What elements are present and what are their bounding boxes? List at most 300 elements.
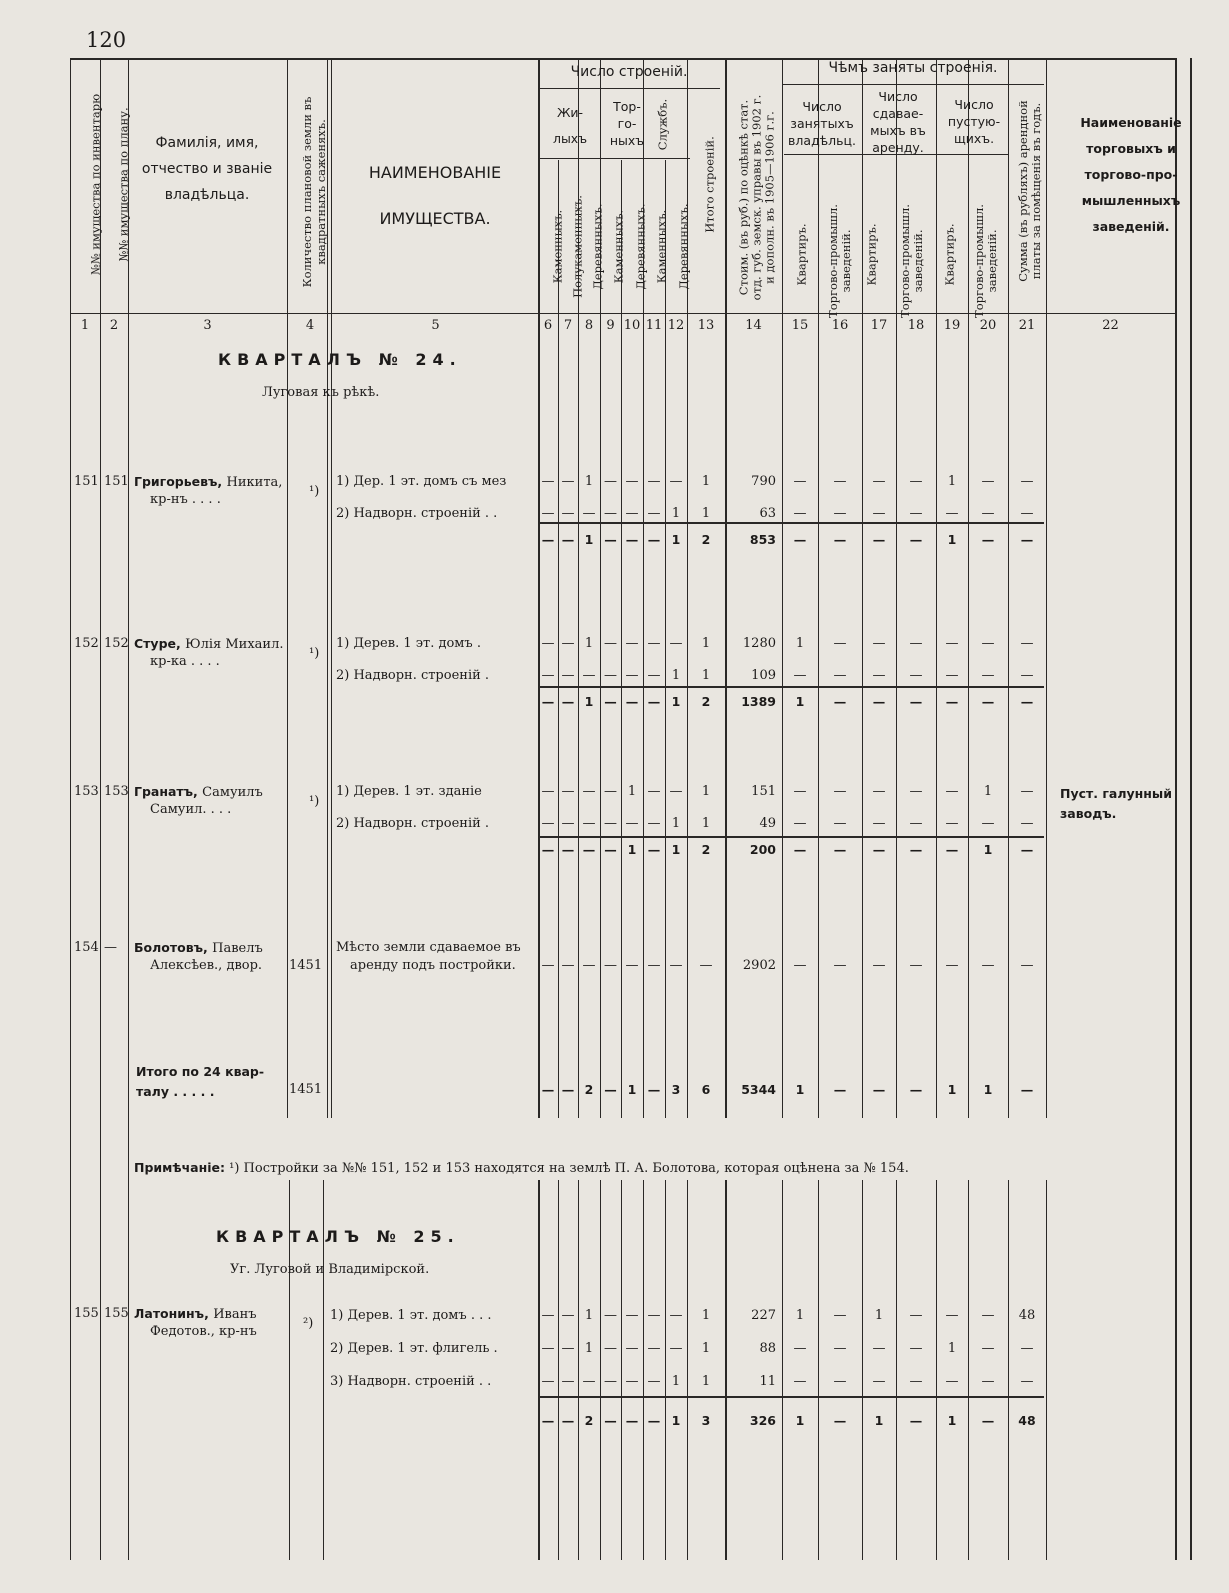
rule-line	[968, 58, 969, 1118]
total-cell: 1	[947, 1413, 957, 1428]
rule-line	[725, 1180, 727, 1560]
total-cell: 2	[701, 694, 711, 709]
total-cell: —	[872, 842, 886, 857]
total-cell: —	[561, 1082, 575, 1097]
property-item: 2) Дерев. 1 эт. флигель .	[330, 1341, 498, 1356]
property-item: 1) Дерев. 1 эт. домъ . . .	[330, 1308, 492, 1323]
total-cell: —	[833, 694, 847, 709]
owner-given-name: Самуилъ	[202, 785, 263, 800]
rule-line	[818, 1180, 819, 1560]
quarter-24-total-label: Итого по 24 квар- талу . . . . .	[136, 1064, 265, 1099]
table-cell: —	[981, 506, 995, 521]
table-cell: 1	[701, 816, 711, 831]
table-cell: 790	[751, 474, 776, 489]
table-cell: —	[647, 636, 661, 651]
header-inventory-number: №№ имущества по инвентарю	[88, 93, 103, 276]
table-cell: —	[582, 816, 596, 831]
rule-line	[643, 1180, 644, 1560]
table-cell: —	[872, 668, 886, 683]
table-cell: —	[981, 816, 995, 831]
header-service: Службъ.	[655, 98, 670, 151]
table-cell: —	[625, 1308, 639, 1323]
column-number: 11	[645, 318, 663, 333]
total-cell: 1	[947, 532, 957, 547]
table-cell: 109	[751, 668, 776, 683]
table-cell: —	[561, 474, 575, 489]
header-rented: Число сдавае- мыхъ въ аренду.	[870, 89, 926, 155]
table-cell: 151	[751, 784, 776, 799]
total-cell: —	[793, 842, 807, 857]
table-cell: —	[604, 1308, 617, 1323]
table-cell: —	[872, 1374, 886, 1389]
owner-name	[134, 784, 263, 800]
table-cell: —	[909, 1341, 923, 1356]
column-number: 8	[584, 318, 594, 333]
total-cell: 853	[749, 532, 776, 547]
table-cell: —	[625, 958, 639, 973]
owner-name	[134, 1306, 257, 1322]
owner-surname: Гранатъ,	[134, 784, 203, 799]
table-cell: —	[669, 636, 683, 651]
table-cell: —	[582, 1374, 596, 1389]
table-cell: —	[541, 1341, 555, 1356]
table-cell: —	[604, 506, 617, 521]
column-number: 21	[1018, 318, 1036, 333]
rule-line	[538, 1180, 540, 1560]
establishment	[1060, 784, 1172, 824]
table-cell: —	[833, 506, 847, 521]
table-cell: —	[669, 958, 683, 973]
table-cell: 11	[759, 1374, 776, 1389]
table-cell: —	[604, 636, 617, 651]
table-cell: —	[1020, 816, 1034, 831]
property-item: 2) Надворн. строеній . .	[336, 506, 498, 521]
table-cell: —	[872, 636, 886, 651]
table-cell: —	[582, 506, 596, 521]
table-cell: —	[909, 958, 923, 973]
rule-line	[782, 84, 1044, 85]
total-cell: 6	[701, 1082, 711, 1097]
header-establishments: Наименованіе торговыхъ и торгово-про- мышленныхъ заведеній.	[1080, 115, 1182, 234]
table-cell: —	[647, 1308, 661, 1323]
quarter-25-street: Уг. Луговой и Владимірской.	[230, 1262, 430, 1277]
header-c12: Деревянныхъ.	[676, 203, 691, 290]
table-cell: —	[669, 784, 683, 799]
table-cell: —	[981, 1341, 995, 1356]
column-number: 18	[907, 318, 925, 333]
plan-number: 155	[104, 1306, 129, 1321]
total-cell: 1	[983, 1082, 993, 1097]
total-cell: 1	[795, 1413, 805, 1428]
total-cell: —	[604, 532, 617, 547]
table-cell: —	[561, 1308, 575, 1323]
total-cell: 1	[627, 842, 637, 857]
quarter-24-street: Луговая къ рѣкѣ.	[262, 385, 380, 400]
total-cell: —	[647, 694, 661, 709]
table-cell: —	[909, 474, 923, 489]
total-cell: —	[909, 1082, 923, 1097]
quarter-24-total-area: 1451	[289, 1082, 323, 1097]
table-cell: 48	[1018, 1308, 1036, 1323]
rule-line	[862, 58, 863, 1118]
table-cell: —	[604, 816, 617, 831]
table-cell: —	[872, 784, 886, 799]
property-item: 1) Дерев. 1 эт. домъ .	[336, 636, 481, 651]
table-cell: —	[1020, 636, 1034, 651]
rule-line	[600, 1180, 601, 1560]
total-cell: —	[945, 694, 959, 709]
area-value: 1451	[289, 958, 323, 973]
table-cell: —	[647, 668, 661, 683]
table-cell: —	[561, 506, 575, 521]
column-number: 2	[109, 318, 119, 333]
total-cell: 2	[701, 842, 711, 857]
owner-surname: Болотовъ,	[134, 940, 213, 955]
table-cell: —	[669, 1341, 683, 1356]
page-number: 120	[86, 28, 127, 52]
inventory-number: 152	[74, 636, 99, 651]
table-cell: —	[909, 1374, 923, 1389]
inventory-number: 153	[74, 784, 99, 799]
table-cell: 1	[701, 784, 711, 799]
column-number: 3	[203, 318, 212, 333]
table-cell: 1280	[742, 636, 776, 651]
header-c18: Торгово-промышл. заведеній.	[898, 204, 925, 318]
total-cell: 48	[1018, 1413, 1036, 1428]
table-cell: —	[582, 958, 596, 973]
table-cell: —	[945, 668, 959, 683]
table-cell: —	[541, 1308, 555, 1323]
rule-line	[1008, 1180, 1009, 1560]
table-cell: —	[625, 816, 639, 831]
total-cell: —	[833, 532, 847, 547]
table-cell: —	[561, 636, 575, 651]
total-cell: —	[793, 532, 807, 547]
total-cell: —	[647, 842, 661, 857]
header-c17: Квартиръ.	[864, 223, 879, 286]
table-cell: —	[909, 1308, 923, 1323]
column-number: 10	[623, 318, 641, 333]
table-cell: 1	[701, 1341, 711, 1356]
quarter-25-title: КВАРТАЛЪ № 25.	[216, 1227, 460, 1246]
table-cell: 1	[584, 1308, 594, 1323]
table-cell: —	[561, 816, 575, 831]
table-cell: 227	[751, 1308, 776, 1323]
header-c8: Деревянныхъ.	[590, 203, 605, 290]
table-cell: 1	[701, 474, 711, 489]
quarter-24-title: КВАРТАЛЪ № 24.	[218, 350, 462, 369]
table-cell: 1	[671, 1374, 681, 1389]
table-cell: —	[604, 668, 617, 683]
table-cell: 1	[947, 474, 957, 489]
rule-line	[818, 58, 819, 1118]
rule-line	[331, 58, 332, 1118]
table-cell: 1	[701, 506, 711, 521]
column-number: 17	[870, 318, 888, 333]
table-cell: —	[582, 668, 596, 683]
table-cell: 1	[795, 636, 805, 651]
table-cell: —	[561, 1341, 575, 1356]
table-cell: —	[909, 506, 923, 521]
total-cell: 1	[671, 532, 681, 547]
total-cell: —	[604, 842, 617, 857]
table-cell: 1	[701, 668, 711, 683]
table-cell: —	[1020, 1374, 1034, 1389]
total-cell: —	[1020, 694, 1034, 709]
table-cell: —	[909, 784, 923, 799]
owner-surname: Григорьевъ,	[134, 474, 227, 489]
total-cell: 1	[671, 1413, 681, 1428]
table-cell: —	[647, 1374, 661, 1389]
plan-number: —	[104, 940, 117, 955]
table-cell: —	[604, 958, 617, 973]
property-item: аренду подъ постройки.	[350, 958, 516, 973]
table-cell: —	[561, 784, 575, 799]
rule-line	[538, 836, 1044, 838]
table-cell: —	[833, 474, 847, 489]
rule-line	[1008, 58, 1009, 1118]
total-cell: —	[625, 694, 639, 709]
rule-line	[538, 1396, 1044, 1398]
table-cell: —	[625, 1374, 639, 1389]
column-number: 9	[606, 318, 615, 333]
total-cell: —	[541, 694, 555, 709]
header-c19: Квартиръ.	[942, 223, 957, 286]
table-cell: —	[625, 668, 639, 683]
table-cell: —	[909, 636, 923, 651]
rule-line	[1175, 58, 1177, 1560]
table-cell: —	[981, 668, 995, 683]
header-property: НАИМЕНОВАНІЕ ИМУЩЕСТВА.	[368, 163, 502, 228]
header-c11: Каменныхъ.	[654, 209, 669, 284]
total-cell: 1	[671, 842, 681, 857]
table-cell: —	[981, 1308, 995, 1323]
table-cell: 1	[671, 506, 681, 521]
table-cell: —	[625, 1341, 639, 1356]
total-cell: —	[833, 842, 847, 857]
owner-given-name: Юлія Михаил.	[185, 637, 284, 652]
owner-name	[134, 474, 282, 490]
total-cell: —	[981, 1413, 995, 1428]
total-cell: 3	[671, 1082, 681, 1097]
table-cell: 1	[795, 1308, 805, 1323]
table-cell: —	[625, 506, 639, 521]
table-cell: —	[981, 958, 995, 973]
table-cell: —	[647, 506, 661, 521]
table-cell: 1	[584, 1341, 594, 1356]
table-cell: 2902	[742, 958, 776, 973]
table-cell: —	[625, 474, 639, 489]
table-cell: 49	[759, 816, 776, 831]
table-cell: —	[604, 784, 617, 799]
total-cell: —	[561, 532, 575, 547]
table-cell: —	[981, 1374, 995, 1389]
footnote: Примѣчаніе: ¹) Постройки за №№ 151, 152 и 153 находятся на землѣ П. А. Болотова, которая оцѣнена за № 154.	[134, 1160, 909, 1176]
header-c10: Деревянныхъ.	[633, 203, 648, 290]
total-cell: —	[1020, 532, 1034, 547]
area-footnote: ²)	[303, 1316, 314, 1331]
total-cell: —	[872, 532, 886, 547]
table-cell: —	[872, 474, 886, 489]
rule-line	[687, 1180, 688, 1560]
column-number: 13	[697, 318, 715, 333]
table-cell: —	[541, 506, 555, 521]
total-cell: 326	[749, 1413, 776, 1428]
total-cell: —	[1020, 842, 1034, 857]
table-cell: —	[1020, 958, 1034, 973]
table-cell: —	[945, 784, 959, 799]
total-cell: 1	[671, 694, 681, 709]
property-item: 3) Надворн. строеній . .	[330, 1374, 492, 1389]
table-cell: —	[647, 784, 661, 799]
table-cell: —	[604, 474, 617, 489]
header-c9: Каменныхъ.	[611, 209, 626, 284]
header-trade: Тор- го- ныхъ	[609, 99, 645, 148]
total-cell: —	[625, 1413, 639, 1428]
table-cell: 1	[671, 668, 681, 683]
total-cell: —	[541, 532, 555, 547]
rule-line	[287, 58, 288, 1118]
total-cell: 1	[584, 532, 594, 547]
table-cell: —	[945, 506, 959, 521]
table-cell: —	[561, 668, 575, 683]
rule-line	[621, 1180, 622, 1560]
column-number: 22	[1102, 318, 1119, 333]
owner-title: Федотов., кр-нъ	[150, 1324, 257, 1339]
property-item: 2) Надворн. строеній .	[336, 668, 490, 683]
rule-line	[538, 522, 1044, 524]
total-cell: —	[625, 532, 639, 547]
total-cell: 2	[701, 532, 711, 547]
column-number: 20	[979, 318, 997, 333]
total-cell: 5344	[741, 1082, 776, 1097]
total-cell: 1	[584, 694, 594, 709]
total-cell: 3	[701, 1413, 711, 1428]
table-cell: 1	[983, 784, 993, 799]
table-cell: —	[604, 1374, 617, 1389]
owner-title: кр-ка . . . .	[150, 654, 220, 669]
table-cell: —	[981, 636, 995, 651]
column-number: 15	[791, 318, 809, 333]
owner-given-name: Иванъ	[213, 1307, 257, 1322]
total-cell: —	[909, 694, 923, 709]
table-cell: 88	[759, 1341, 776, 1356]
establishment-line: Пуст. галунный	[1060, 786, 1172, 801]
table-cell: —	[909, 816, 923, 831]
table-cell: —	[604, 1341, 617, 1356]
table-cell: 1	[627, 784, 637, 799]
table-cell: —	[699, 958, 713, 973]
total-cell: —	[909, 842, 923, 857]
table-cell: —	[1020, 1341, 1034, 1356]
total-cell: —	[909, 532, 923, 547]
table-cell: —	[582, 784, 596, 799]
table-cell: —	[833, 816, 847, 831]
total-cell: 1	[627, 1082, 637, 1097]
table-cell: —	[945, 1374, 959, 1389]
area-footnote: ¹)	[309, 646, 320, 661]
rule-line	[936, 58, 937, 1118]
column-number: 5	[431, 318, 440, 333]
owner-title: Алексѣев., двор.	[150, 958, 263, 973]
table-cell: —	[793, 1374, 807, 1389]
column-number: 1	[80, 318, 90, 333]
table-cell: 1	[947, 1341, 957, 1356]
plan-number: 153	[104, 784, 129, 799]
rule-line	[968, 1180, 969, 1560]
header-buildings-count: Число строеній.	[570, 64, 688, 80]
rule-line	[70, 58, 71, 1560]
table-cell: —	[541, 958, 555, 973]
total-cell: 2	[584, 1082, 594, 1097]
table-cell: —	[541, 784, 555, 799]
rule-line	[896, 58, 897, 1118]
header-occupied: Чѣмъ заняты строенія.	[828, 60, 998, 76]
table-cell: —	[833, 958, 847, 973]
total-cell: —	[541, 1082, 555, 1097]
table-cell: —	[541, 668, 555, 683]
area-footnote: ¹)	[309, 794, 320, 809]
table-cell: 63	[759, 506, 776, 521]
table-cell: —	[561, 958, 575, 973]
table-cell: —	[872, 1341, 886, 1356]
table-cell: —	[1020, 474, 1034, 489]
total-cell: —	[604, 694, 617, 709]
column-number: 4	[305, 318, 315, 333]
total-cell: 1	[947, 1082, 957, 1097]
table-cell: 1	[584, 474, 594, 489]
column-number: 19	[943, 318, 961, 333]
table-cell: —	[561, 1374, 575, 1389]
table-cell: —	[1020, 784, 1034, 799]
total-cell: —	[981, 694, 995, 709]
table-cell: 1	[671, 816, 681, 831]
plan-number: 151	[104, 474, 129, 489]
rule-line	[578, 1180, 579, 1560]
total-cell: —	[872, 1082, 886, 1097]
table-cell: —	[625, 636, 639, 651]
table-cell: —	[793, 784, 807, 799]
table-cell: —	[793, 474, 807, 489]
table-cell: —	[1020, 506, 1034, 521]
header-owner: Фамилія, имя, отчество и званіе владѣльца.	[141, 135, 273, 203]
table-cell: —	[833, 636, 847, 651]
rule-line	[782, 1180, 783, 1560]
table-cell: —	[541, 816, 555, 831]
total-cell: —	[833, 1082, 847, 1097]
table-cell: —	[647, 1341, 661, 1356]
owner-name	[134, 636, 283, 652]
column-number: 12	[667, 318, 685, 333]
table-cell: —	[981, 474, 995, 489]
total-cell: 1389	[741, 694, 776, 709]
total-cell: —	[1020, 1082, 1034, 1097]
header-c20: Торгово-промышл. заведеній.	[972, 204, 999, 318]
inventory-number: 154	[74, 940, 99, 955]
table-cell: —	[833, 1308, 847, 1323]
plan-number: 152	[104, 636, 129, 651]
table-cell: —	[669, 1308, 683, 1323]
total-cell: 2	[584, 1413, 594, 1428]
table-cell: —	[833, 784, 847, 799]
table-cell: —	[793, 958, 807, 973]
total-cell: 1	[983, 842, 993, 857]
inventory-number: 155	[74, 1306, 99, 1321]
header-c14: Стоим. (въ руб.) по оцѣнкѣ стат. отд. губ. земск. управы въ 1902 г. и дополн. въ 1905—1906 г.г.	[736, 94, 777, 301]
table-cell: —	[793, 1341, 807, 1356]
owner-given-name: Павелъ	[212, 941, 263, 956]
total-cell: —	[582, 842, 596, 857]
